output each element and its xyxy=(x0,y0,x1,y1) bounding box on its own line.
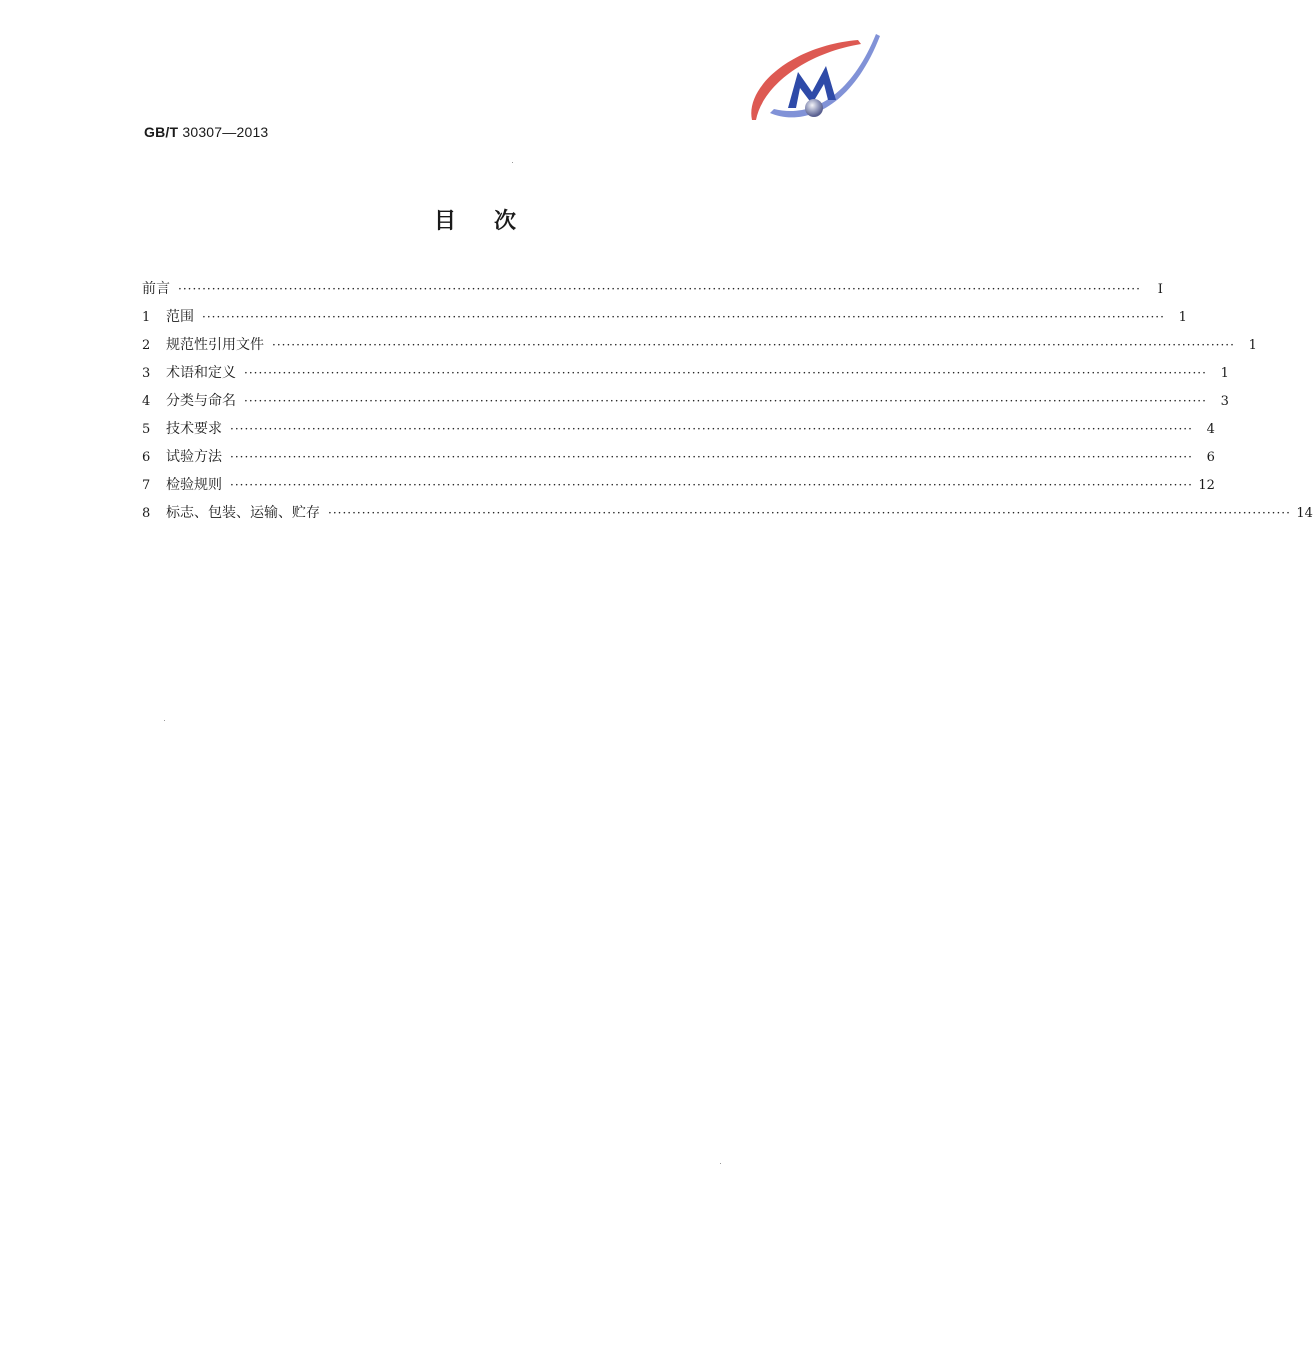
toc-number: 8 xyxy=(142,506,151,521)
scan-speck xyxy=(164,720,165,721)
toc-number: 3 xyxy=(142,366,151,381)
toc-leader: ········································································································································································································ xyxy=(244,366,1207,380)
toc-leader: ········································································································································································································ xyxy=(178,282,1141,296)
toc-page: 1 xyxy=(1178,310,1187,325)
toc-page: 1 xyxy=(1220,366,1229,381)
standard-prefix: GB/T xyxy=(144,124,179,140)
toc-page: Ⅰ xyxy=(1157,282,1163,297)
toc-number: 2 xyxy=(142,338,151,353)
toc-item-3[interactable] xyxy=(142,362,1229,390)
toc-leader: ········································································································································································································ xyxy=(230,422,1193,436)
standard-number xyxy=(144,124,268,140)
toc-label: 检验规则 xyxy=(166,477,222,493)
logo xyxy=(740,28,885,128)
toc-page: 4 xyxy=(1206,422,1215,437)
table-of-contents xyxy=(142,278,1313,530)
toc-label: 标志、包装、运输、贮存 xyxy=(166,505,320,521)
toc-label: 分类与命名 xyxy=(166,393,236,409)
toc-page: 1 xyxy=(1248,338,1257,353)
toc-page: 3 xyxy=(1220,394,1229,409)
scan-speck xyxy=(512,162,513,163)
toc-number: 6 xyxy=(142,450,151,465)
toc-leader: ········································································································································································································ xyxy=(230,478,1193,492)
toc-label: 术语和定义 xyxy=(166,365,236,381)
toc-label: 前言 xyxy=(142,281,170,297)
toc-item-2[interactable] xyxy=(142,334,1257,362)
toc-item-7[interactable] xyxy=(142,474,1215,502)
toc-item-5[interactable] xyxy=(142,418,1215,446)
toc-leader: ········································································································································································································ xyxy=(202,310,1165,324)
page-title: 目次 xyxy=(433,209,554,234)
toc-leader: ········································································································································································································ xyxy=(328,506,1291,520)
toc-leader: ········································································································································································································ xyxy=(244,394,1207,408)
toc-item-preface[interactable] xyxy=(142,278,1163,306)
toc-leader: ········································································································································································································ xyxy=(272,338,1235,352)
toc-item-4[interactable] xyxy=(142,390,1229,418)
toc-number: 4 xyxy=(142,394,151,409)
toc-page: 14 xyxy=(1296,506,1313,521)
toc-item-6[interactable] xyxy=(142,446,1215,474)
toc-label: 试验方法 xyxy=(166,449,222,465)
toc-label: 范围 xyxy=(166,309,194,325)
scan-speck xyxy=(720,1163,721,1164)
toc-label: 规范性引用文件 xyxy=(166,337,264,353)
toc-number: 7 xyxy=(142,478,151,493)
toc-item-1[interactable] xyxy=(142,306,1187,334)
toc-page: 6 xyxy=(1206,450,1215,465)
toc-label: 技术要求 xyxy=(166,421,222,437)
toc-number: 5 xyxy=(142,422,151,437)
standard-year: 30307—2013 xyxy=(182,124,269,140)
toc-leader: ········································································································································································································ xyxy=(230,450,1193,464)
toc-number: 1 xyxy=(142,310,151,325)
toc-page: 12 xyxy=(1198,478,1215,493)
toc-item-8[interactable] xyxy=(142,502,1313,530)
logo-sphere xyxy=(805,99,823,117)
